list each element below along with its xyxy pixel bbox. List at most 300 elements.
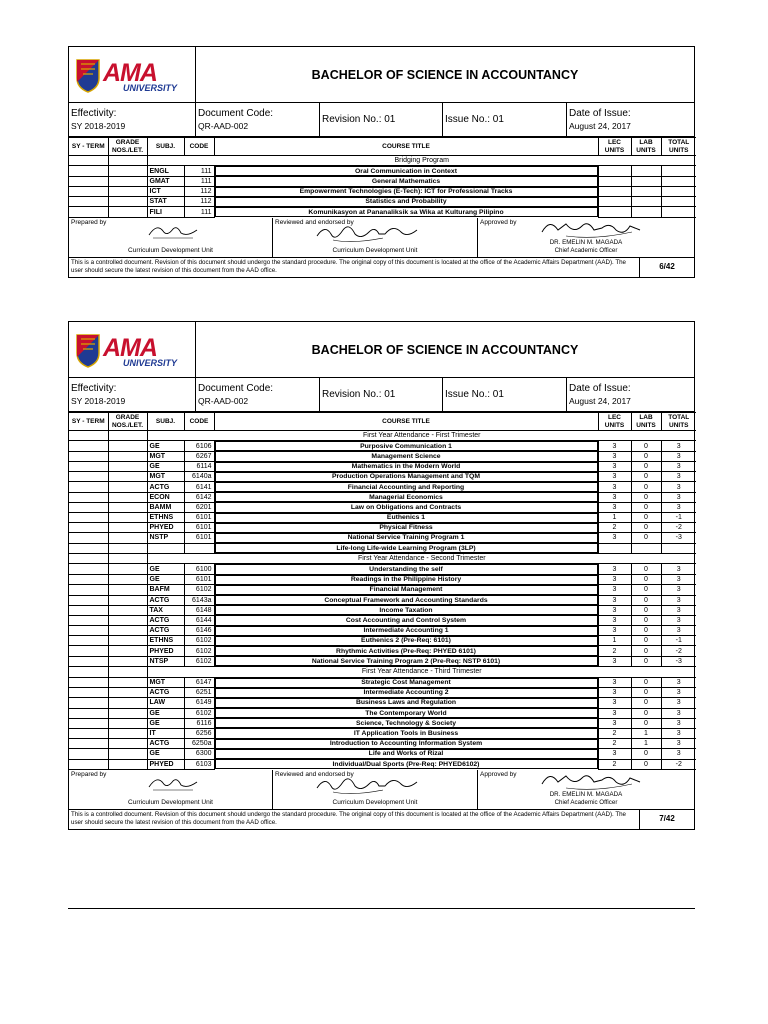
- issue-number: Issue No.: 01: [445, 114, 504, 125]
- subject-cell: GE: [147, 718, 184, 728]
- lec-units-cell: 3: [598, 605, 631, 615]
- approver-block: [478, 791, 694, 807]
- lab-units-cell: 0: [631, 513, 661, 523]
- code-cell: 6102: [184, 646, 214, 656]
- term-cell: [69, 698, 108, 708]
- lab-units-cell: 0: [631, 575, 661, 585]
- lab-units-cell: 1: [631, 739, 661, 749]
- curriculum-table: [69, 412, 696, 770]
- course-row: [69, 626, 696, 636]
- code-cell: 112: [184, 187, 214, 197]
- subject-cell: PHYED: [147, 646, 184, 656]
- course-row: [69, 543, 696, 554]
- term-cell: [69, 575, 108, 585]
- grade-cell: [108, 718, 147, 728]
- approver-role: Chief Academic Officer: [554, 246, 618, 254]
- grade-cell: [108, 698, 147, 708]
- term-cell: [69, 513, 108, 523]
- grade-cell: [108, 626, 147, 636]
- lab-units-cell: 0: [631, 502, 661, 512]
- grade-cell: [108, 728, 147, 738]
- total-units-cell: -2: [661, 646, 696, 656]
- course-row: [69, 197, 696, 207]
- total-units-cell: 3: [661, 615, 696, 625]
- course-row: [69, 564, 696, 575]
- course-row: [69, 585, 696, 595]
- course-row: [69, 739, 696, 749]
- document-info-row: [69, 103, 694, 137]
- term-cell: [69, 441, 108, 452]
- ama-logo: [69, 322, 196, 377]
- lab-units-cell: 0: [631, 472, 661, 482]
- term-cell: [69, 595, 108, 605]
- grade-cell: [108, 492, 147, 502]
- reviewed-signature: [313, 220, 423, 246]
- course-row: [69, 646, 696, 656]
- total-units-cell: [661, 176, 696, 186]
- lec-units-cell: [598, 197, 631, 207]
- doc-code-label: Document Code:: [198, 107, 274, 119]
- subject-cell: ACTG: [147, 595, 184, 605]
- subject-cell: BAMM: [147, 502, 184, 512]
- prepared-by-cell: [69, 218, 273, 257]
- prepared-by-cell: [69, 770, 273, 809]
- approved-by-cell: [478, 218, 694, 257]
- lab-units-cell: 0: [631, 605, 661, 615]
- total-units-cell: [661, 197, 696, 207]
- subject-cell: GE: [147, 575, 184, 585]
- effectivity-value: SY 2018-2019: [71, 395, 126, 406]
- course-row: [69, 207, 696, 217]
- grade-cell: [108, 708, 147, 718]
- term-cell: [69, 176, 108, 186]
- lab-units-cell: 0: [631, 656, 661, 667]
- lab-units-cell: [631, 197, 661, 207]
- lab-units-cell: 0: [631, 677, 661, 688]
- course-title-cell: Management Science: [215, 451, 598, 461]
- term-cell: [69, 739, 108, 749]
- document-page: [68, 321, 695, 830]
- subject-cell: ACTG: [147, 615, 184, 625]
- lab-units-cell: 0: [631, 698, 661, 708]
- course-row: [69, 482, 696, 492]
- col-grade: GRADE NOS./LET.: [108, 138, 147, 156]
- reviewed-by-cell: [273, 218, 478, 257]
- prepared-signature: [143, 773, 203, 795]
- lab-units-cell: 0: [631, 533, 661, 543]
- lec-units-cell: 3: [598, 698, 631, 708]
- course-row: [69, 708, 696, 718]
- total-units-cell: 3: [661, 564, 696, 575]
- signature-row: [69, 218, 694, 258]
- term-cell: [69, 646, 108, 656]
- issue-cell: [443, 103, 567, 136]
- doc-code-label: Document Code:: [198, 382, 274, 394]
- subject-cell: GE: [147, 749, 184, 759]
- grade-cell: [108, 482, 147, 492]
- subject-cell: ETHNS: [147, 636, 184, 646]
- subject-cell: GE: [147, 462, 184, 472]
- course-row: [69, 513, 696, 523]
- course-row: [69, 176, 696, 186]
- code-cell: 6100: [184, 564, 214, 575]
- lab-units-cell: 0: [631, 749, 661, 759]
- controlled-document-notice: This is a controlled document. Revision of this document should undergo the standard procedure. The original copy of this document is located at the office of the Academic Affairs Department (AAD). The user should secure the latest revision of this document from the AAD office.: [69, 258, 640, 277]
- course-title-cell: Mathematics in the Modern World: [215, 462, 598, 472]
- lec-units-cell: 3: [598, 718, 631, 728]
- lec-units-cell: 3: [598, 441, 631, 452]
- total-units-cell: -3: [661, 656, 696, 667]
- reviewed-by-label: Reviewed and endorsed by: [275, 218, 354, 226]
- total-units-cell: 3: [661, 688, 696, 698]
- course-row: [69, 523, 696, 533]
- lec-units-cell: 3: [598, 688, 631, 698]
- approver-block: [478, 239, 694, 255]
- term-cell: [69, 749, 108, 759]
- subject-cell: PHYED: [147, 759, 184, 769]
- lec-units-cell: [598, 543, 631, 554]
- code-cell: 6116: [184, 718, 214, 728]
- lec-units-cell: 3: [598, 677, 631, 688]
- grade-cell: [108, 575, 147, 585]
- lec-units-cell: [598, 176, 631, 186]
- course-row: [69, 615, 696, 625]
- subject-cell: ACTG: [147, 688, 184, 698]
- section-heading-row: [69, 431, 696, 441]
- code-cell: 6141: [184, 482, 214, 492]
- lec-units-cell: 3: [598, 575, 631, 585]
- code-cell: 6144: [184, 615, 214, 625]
- document-info-row: [69, 378, 694, 412]
- signature-row: [69, 770, 694, 810]
- reviewed-role: Curriculum Development Unit: [332, 246, 418, 254]
- code-cell: 6140a: [184, 472, 214, 482]
- date-value: August 24, 2017: [569, 120, 631, 131]
- grade-cell: [108, 646, 147, 656]
- code-cell: 6101: [184, 533, 214, 543]
- lab-units-cell: 0: [631, 718, 661, 728]
- course-title-cell: Managerial Economics: [215, 492, 598, 502]
- course-title-cell: Conceptual Framework and Accounting Standards: [215, 595, 598, 605]
- course-row: [69, 759, 696, 769]
- course-title-cell: Science, Technology & Society: [215, 718, 598, 728]
- total-units-cell: 3: [661, 462, 696, 472]
- page-footer: [69, 810, 694, 829]
- subject-cell: ACTG: [147, 626, 184, 636]
- page-header: [69, 322, 694, 378]
- revision-cell: [320, 378, 443, 411]
- col-lab-units: LAB UNITS: [631, 138, 661, 156]
- lec-units-cell: 3: [598, 492, 631, 502]
- total-units-cell: [661, 187, 696, 197]
- reviewed-role: Curriculum Development Unit: [332, 798, 418, 806]
- lec-units-cell: 3: [598, 656, 631, 667]
- lec-units-cell: 3: [598, 502, 631, 512]
- date-cell: [567, 103, 694, 136]
- lec-units-cell: 3: [598, 533, 631, 543]
- lab-units-cell: 0: [631, 441, 661, 452]
- total-units-cell: 3: [661, 626, 696, 636]
- course-title-cell: Cost Accounting and Control System: [215, 615, 598, 625]
- course-title-cell: Komunikasyon at Pananaliksik sa Wika at Kulturang Pilipino: [215, 207, 598, 217]
- course-row: [69, 677, 696, 688]
- total-units-cell: 3: [661, 492, 696, 502]
- course-title-cell: Financial Accounting and Reporting: [215, 482, 598, 492]
- total-units-cell: 3: [661, 749, 696, 759]
- total-units-cell: [661, 543, 696, 554]
- effectivity-cell: [69, 378, 196, 411]
- grade-cell: [108, 176, 147, 186]
- subject-cell: ICT: [147, 187, 184, 197]
- code-cell: 6149: [184, 698, 214, 708]
- page-footer: [69, 258, 694, 277]
- course-title-cell: Readings in the Philippine History: [215, 575, 598, 585]
- total-units-cell: -2: [661, 523, 696, 533]
- section-heading: Bridging Program: [147, 156, 696, 166]
- grade-cell: [108, 615, 147, 625]
- grade-cell: [108, 759, 147, 769]
- lec-units-cell: 3: [598, 462, 631, 472]
- col-lec-units: LEC UNITS: [598, 413, 631, 431]
- total-units-cell: 3: [661, 677, 696, 688]
- section-heading: First Year Attendance - First Trimester: [147, 431, 696, 441]
- controlled-document-notice: This is a controlled document. Revision of this document should undergo the standard procedure. The original copy of this document is located at the office of the Academic Affairs Department (AAD). The user should secure the latest revision of this document from the AAD office.: [69, 810, 640, 829]
- course-title-cell: General Mathematics: [215, 176, 598, 186]
- term-cell: [69, 187, 108, 197]
- course-title-cell: Statistics and Probability: [215, 197, 598, 207]
- col-code: CODE: [184, 413, 214, 431]
- course-title-cell: Income Taxation: [215, 605, 598, 615]
- grade-cell: [108, 543, 147, 554]
- term-cell: [69, 708, 108, 718]
- term-cell: [69, 605, 108, 615]
- revision-number: Revision No.: 01: [322, 389, 396, 400]
- course-row: [69, 605, 696, 615]
- course-row: [69, 728, 696, 738]
- course-title-cell: Physical Fitness: [215, 523, 598, 533]
- course-title-cell: National Service Training Program 2 (Pre-Req: NSTP 6101): [215, 656, 598, 666]
- subject-cell: MGT: [147, 472, 184, 482]
- course-title-cell: Individual/Dual Sports (Pre-Req: PHYED6102): [215, 759, 598, 769]
- course-row: [69, 492, 696, 502]
- course-title-cell: IT Application Tools in Business: [215, 728, 598, 738]
- total-units-cell: -1: [661, 636, 696, 646]
- subject-cell: BAFM: [147, 585, 184, 595]
- effectivity-label: Effectivity:: [71, 382, 117, 394]
- svg-text:UNIVERSITY: UNIVERSITY: [123, 357, 178, 368]
- code-cell: 6267: [184, 451, 214, 461]
- subject-cell: ETHNS: [147, 513, 184, 523]
- prepared-role: Curriculum Development Unit: [128, 246, 213, 254]
- subject-cell: TAX: [147, 605, 184, 615]
- course-row: [69, 472, 696, 482]
- effectivity-label: Effectivity:: [71, 107, 117, 119]
- total-units-cell: 3: [661, 441, 696, 452]
- date-cell: [567, 378, 694, 411]
- code-cell: 6101: [184, 513, 214, 523]
- lec-units-cell: 3: [598, 451, 631, 461]
- section-heading: First Year Attendance - Third Trimester: [147, 667, 696, 677]
- table-header: [69, 413, 696, 431]
- lab-units-cell: 0: [631, 708, 661, 718]
- subject-cell: ACTG: [147, 739, 184, 749]
- grade-cell: [108, 595, 147, 605]
- lec-units-cell: 2: [598, 646, 631, 656]
- lab-units-cell: [631, 166, 661, 177]
- course-row: [69, 441, 696, 452]
- course-title-cell: Euthenics 1: [215, 513, 598, 523]
- grade-cell: [108, 677, 147, 688]
- lab-units-cell: 0: [631, 585, 661, 595]
- issue-cell: [443, 378, 567, 411]
- course-row: [69, 451, 696, 461]
- lab-units-cell: 0: [631, 462, 661, 472]
- lec-units-cell: [598, 187, 631, 197]
- total-units-cell: [661, 166, 696, 177]
- course-row: [69, 749, 696, 759]
- approver-role: Chief Academic Officer: [554, 798, 618, 806]
- doc-code-value: QR-AAD-002: [198, 395, 249, 406]
- term-cell: [69, 197, 108, 207]
- term-cell: [69, 688, 108, 698]
- code-cell: 6201: [184, 502, 214, 512]
- document-page: [68, 46, 695, 278]
- doc-code-cell: [196, 103, 320, 136]
- course-title-cell: Financial Management: [215, 585, 598, 595]
- total-units-cell: [661, 207, 696, 217]
- code-cell: 6102: [184, 636, 214, 646]
- total-units-cell: 3: [661, 595, 696, 605]
- course-title-cell: Strategic Cost Management: [215, 678, 598, 688]
- course-title-cell: Understanding the self: [215, 564, 598, 574]
- col-code: CODE: [184, 138, 214, 156]
- subject-cell: GE: [147, 708, 184, 718]
- term-cell: [69, 482, 108, 492]
- course-row: [69, 462, 696, 472]
- course-title-cell: Production Operations Management and TQM: [215, 472, 598, 482]
- total-units-cell: 3: [661, 728, 696, 738]
- lab-units-cell: 0: [631, 688, 661, 698]
- code-cell: 112: [184, 197, 214, 207]
- term-cell: [69, 502, 108, 512]
- doc-code-cell: [196, 378, 320, 411]
- col-grade: GRADE NOS./LET.: [108, 413, 147, 431]
- subject-cell: NTSP: [147, 656, 184, 667]
- page-header: [69, 47, 694, 103]
- page-number: 6/42: [659, 262, 675, 272]
- lec-units-cell: 1: [598, 636, 631, 646]
- code-cell: 6106: [184, 441, 214, 452]
- lec-units-cell: 2: [598, 523, 631, 533]
- code-cell: 6101: [184, 523, 214, 533]
- lec-units-cell: 3: [598, 585, 631, 595]
- course-row: [69, 656, 696, 667]
- section-heading-row: [69, 554, 696, 564]
- code-cell: 6142: [184, 492, 214, 502]
- approved-by-label: Approved by: [480, 770, 517, 778]
- course-title-cell: National Service Training Program 1: [215, 533, 598, 543]
- grade-cell: [108, 472, 147, 482]
- term-cell: [69, 472, 108, 482]
- date-label: Date of Issue:: [569, 107, 631, 119]
- term-cell: [69, 615, 108, 625]
- lab-units-cell: 0: [631, 626, 661, 636]
- term-cell: [69, 462, 108, 472]
- date-value: August 24, 2017: [569, 395, 631, 406]
- grade-cell: [108, 207, 147, 217]
- code-cell: 6143a: [184, 595, 214, 605]
- grade-cell: [108, 749, 147, 759]
- date-label: Date of Issue:: [569, 382, 631, 394]
- subject-cell: STAT: [147, 197, 184, 207]
- lec-units-cell: 3: [598, 708, 631, 718]
- section-heading-row: [69, 667, 696, 677]
- col-term: SY - TERM: [69, 138, 108, 156]
- course-row: [69, 575, 696, 585]
- term-cell: [69, 451, 108, 461]
- lab-units-cell: [631, 187, 661, 197]
- course-title-cell: Intermediate Accounting 1: [215, 626, 598, 636]
- course-row: [69, 166, 696, 177]
- code-cell: 6147: [184, 677, 214, 688]
- code-cell: 6102: [184, 585, 214, 595]
- total-units-cell: 3: [661, 605, 696, 615]
- page-title: BACHELOR OF SCIENCE IN ACCOUNTANCY: [311, 342, 579, 357]
- lab-units-cell: 0: [631, 451, 661, 461]
- course-row: [69, 698, 696, 708]
- grade-cell: [108, 513, 147, 523]
- revision-number: Revision No.: 01: [322, 114, 396, 125]
- course-title-cell: Introduction to Accounting Information System: [215, 739, 598, 749]
- course-title-cell: Business Laws and Regulation: [215, 698, 598, 708]
- course-row: [69, 533, 696, 543]
- course-title-cell: Empowerment Technologies (E-Tech): ICT for Professional Tracks: [215, 187, 598, 197]
- term-cell: [69, 677, 108, 688]
- subject-cell: GMAT: [147, 176, 184, 186]
- doc-code-value: QR-AAD-002: [198, 120, 249, 131]
- section-heading-row: [69, 156, 696, 166]
- lec-units-cell: 3: [598, 482, 631, 492]
- curriculum-table: [69, 137, 696, 218]
- total-units-cell: -1: [661, 513, 696, 523]
- total-units-cell: 3: [661, 718, 696, 728]
- prepared-by-label: Prepared by: [71, 770, 107, 778]
- total-units-cell: 3: [661, 472, 696, 482]
- code-cell: 6300: [184, 749, 214, 759]
- approver-name: DR. EMELIN M. MAGADA: [549, 238, 623, 246]
- term-cell: [69, 626, 108, 636]
- total-units-cell: 3: [661, 585, 696, 595]
- code-cell: 6102: [184, 656, 214, 667]
- lab-units-cell: 0: [631, 482, 661, 492]
- course-row: [69, 595, 696, 605]
- subject-cell: MGT: [147, 451, 184, 461]
- grade-cell: [108, 197, 147, 207]
- subject-cell: LAW: [147, 698, 184, 708]
- col-total-units: TOTAL UNITS: [661, 138, 696, 156]
- grade-cell: [108, 688, 147, 698]
- term-cell: [69, 564, 108, 575]
- grade-cell: [108, 441, 147, 452]
- course-title-cell: Oral Communication in Context: [215, 166, 598, 176]
- total-units-cell: -3: [661, 533, 696, 543]
- code-cell: 6102: [184, 708, 214, 718]
- grade-cell: [108, 739, 147, 749]
- code-cell: 6101: [184, 575, 214, 585]
- lab-units-cell: 0: [631, 523, 661, 533]
- issue-number: Issue No.: 01: [445, 389, 504, 400]
- code-cell: 6251: [184, 688, 214, 698]
